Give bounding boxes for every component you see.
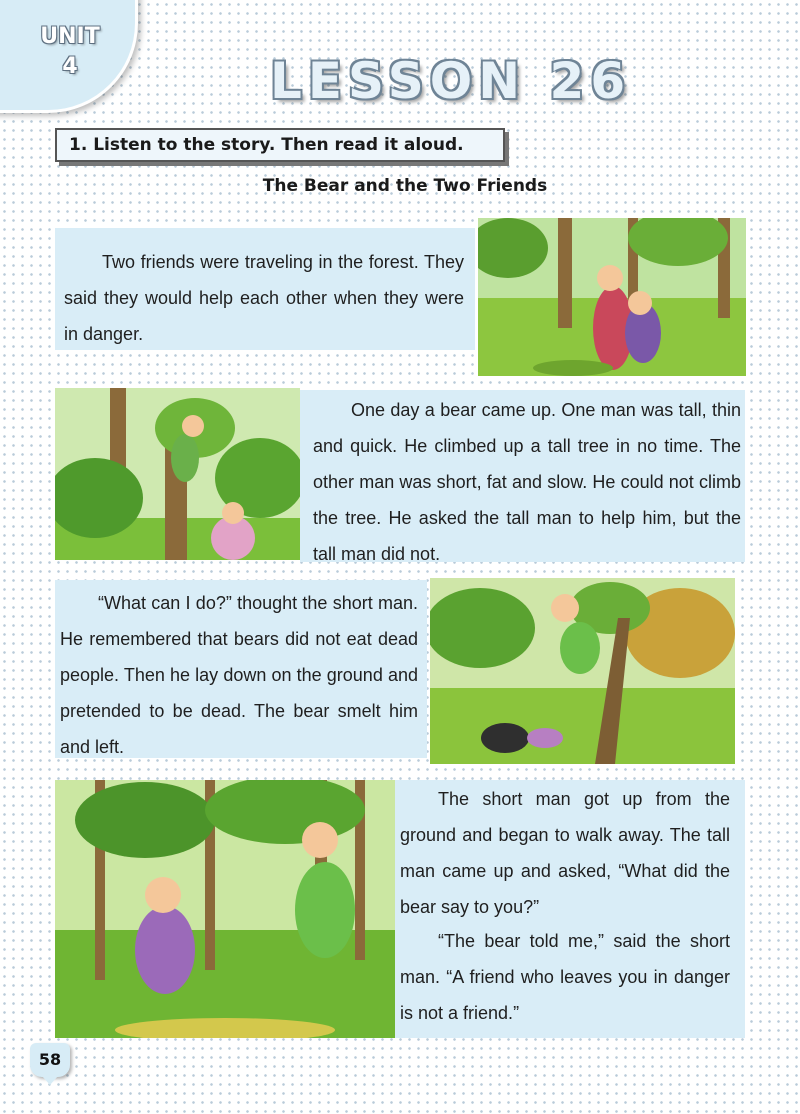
unit-label-word: UNIT [40, 24, 100, 49]
story-paragraph-2-text: One day a bear came up. One man was tall, thin and quick. He climbed up a tall tree in no time. The other man was short, fat and slow. He could not climb the tree. He asked the tall man to help him, but the tall man did not. [313, 400, 741, 564]
illustration-bear-and-man-on-ground [430, 578, 735, 764]
unit-label [30, 22, 110, 82]
story-paragraph-1-text: Two friends were traveling in the forest. They said they would help each other when they were in danger. [64, 252, 464, 344]
story-paragraph-5 [400, 923, 730, 1031]
instruction-box: 1. Listen to the story. Then read it aloud. [55, 128, 505, 162]
unit-label-number: 4 [62, 54, 78, 79]
illustration-two-friends-walking [478, 218, 746, 376]
story-paragraph-3 [60, 585, 418, 765]
story-paragraph-2 [313, 392, 741, 572]
story-paragraph-4-text: The short man got up from the ground and began to walk away. The tall man came up and asked, “What did the bear say to you?” [400, 789, 730, 917]
lesson-title: LESSON 26 [270, 52, 632, 110]
story-paragraph-5-text: “The bear told me,” said the short man. “A friend who leaves you in danger is not a friend.” [400, 931, 730, 1023]
illustration-friends-walking-away [55, 780, 395, 1038]
story-title: The Bear and the Two Friends [262, 176, 548, 196]
page-number: 58 [30, 1043, 70, 1077]
illustration-man-climbing-tree [55, 388, 300, 560]
story-paragraph-3-text: “What can I do?” thought the short man. He remembered that bears did not eat dead people. Then he lay down on the ground and pretended to be dead. The bear smelt him and left. [60, 593, 418, 757]
story-paragraph-4 [400, 781, 730, 925]
story-paragraph-1 [64, 244, 464, 352]
